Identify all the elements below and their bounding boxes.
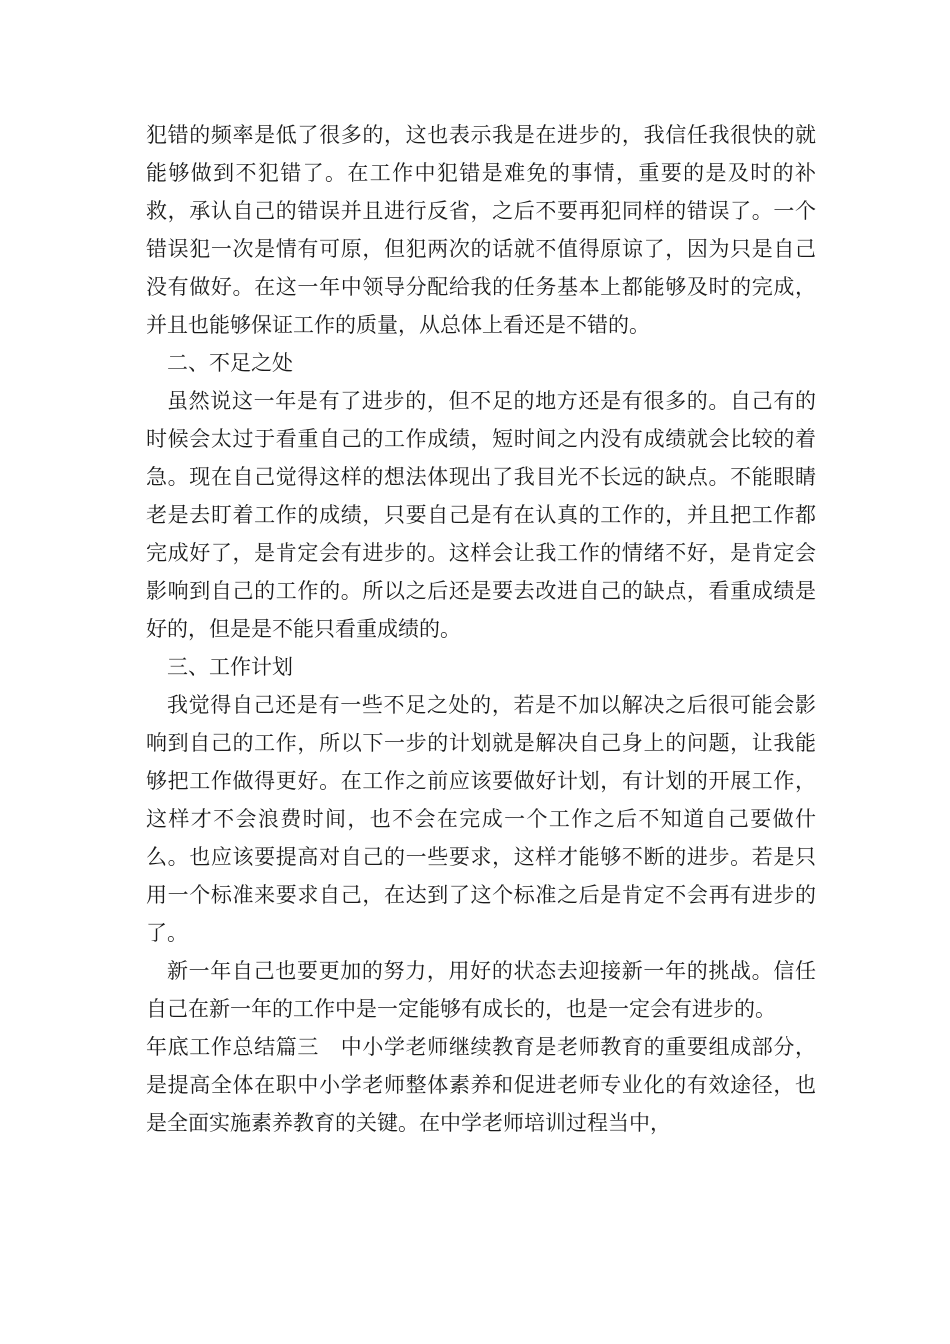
paragraph-error-frequency: 犯错的频率是低了很多的，这也表示我是在进步的，我信任我很快的就能够做到不犯错了。在工作中犯错是难免的事情，重要的是及时的补救，承认自己的错误并且进行反省，之后不要再犯同样的错误了。一个错误犯一次是情有可原，但犯两次的话就不值得原谅了，因为只是自己没有做好。在这一年中领导分配给我的任务基本上都能够及时的完成，并且也能够保证工作的质量，从总体上看还是不错的。 xyxy=(146,123,816,337)
paragraph-summary-part-three: 年底工作总结篇三 中小学老师继续教育是老师教育的重要组成部分，是提高全体在职中小学老师整体素养和促进老师专业化的有效途径，也是全面实施素养教育的关键。在中学老师培训过程当中， xyxy=(146,1035,816,1135)
section-heading-work-plan: 三、工作计划 xyxy=(167,655,293,679)
section-heading-shortcomings: 二、不足之处 xyxy=(167,351,293,375)
paragraph-new-year: 新一年自己也要更加的努力，用好的状态去迎接新一年的挑战。信任自己在新一年的工作中是一定能够有成长的，也是一定会有进步的。 xyxy=(146,959,816,1021)
document-page xyxy=(146,116,816,1142)
paragraph-shortcomings: 虽然说这一年是有了进步的，但不足的地方还是有很多的。自己有的时候会太过于看重自己的工作成绩，短时间之内没有成绩就会比较的着急。现在自己觉得这样的想法体现出了我目光不长远的缺点。不能眼睛老是去盯着工作的成绩，只要自己是有在认真的工作的，并且把工作都完成好了，是肯定会有进步的。这样会让我工作的情绪不好，是肯定会影响到自己的工作的。所以之后还是要去改进自己的缺点，看重成绩是好的，但是是不能只看重成绩的。 xyxy=(146,389,816,641)
paragraph-work-plan: 我觉得自己还是有一些不足之处的，若是不加以解决之后很可能会影响到自己的工作，所以下一步的计划就是解决自己身上的问题，让我能够把工作做得更好。在工作之前应该要做好计划，有计划的开展工作，这样才不会浪费时间，也不会在完成一个工作之后不知道自己要做什么。也应该要提高对自己的一些要求，这样才能够不断的进步。若是只用一个标准来要求自己，在达到了这个标准之后是肯定不会再有进步的了。 xyxy=(146,693,816,945)
